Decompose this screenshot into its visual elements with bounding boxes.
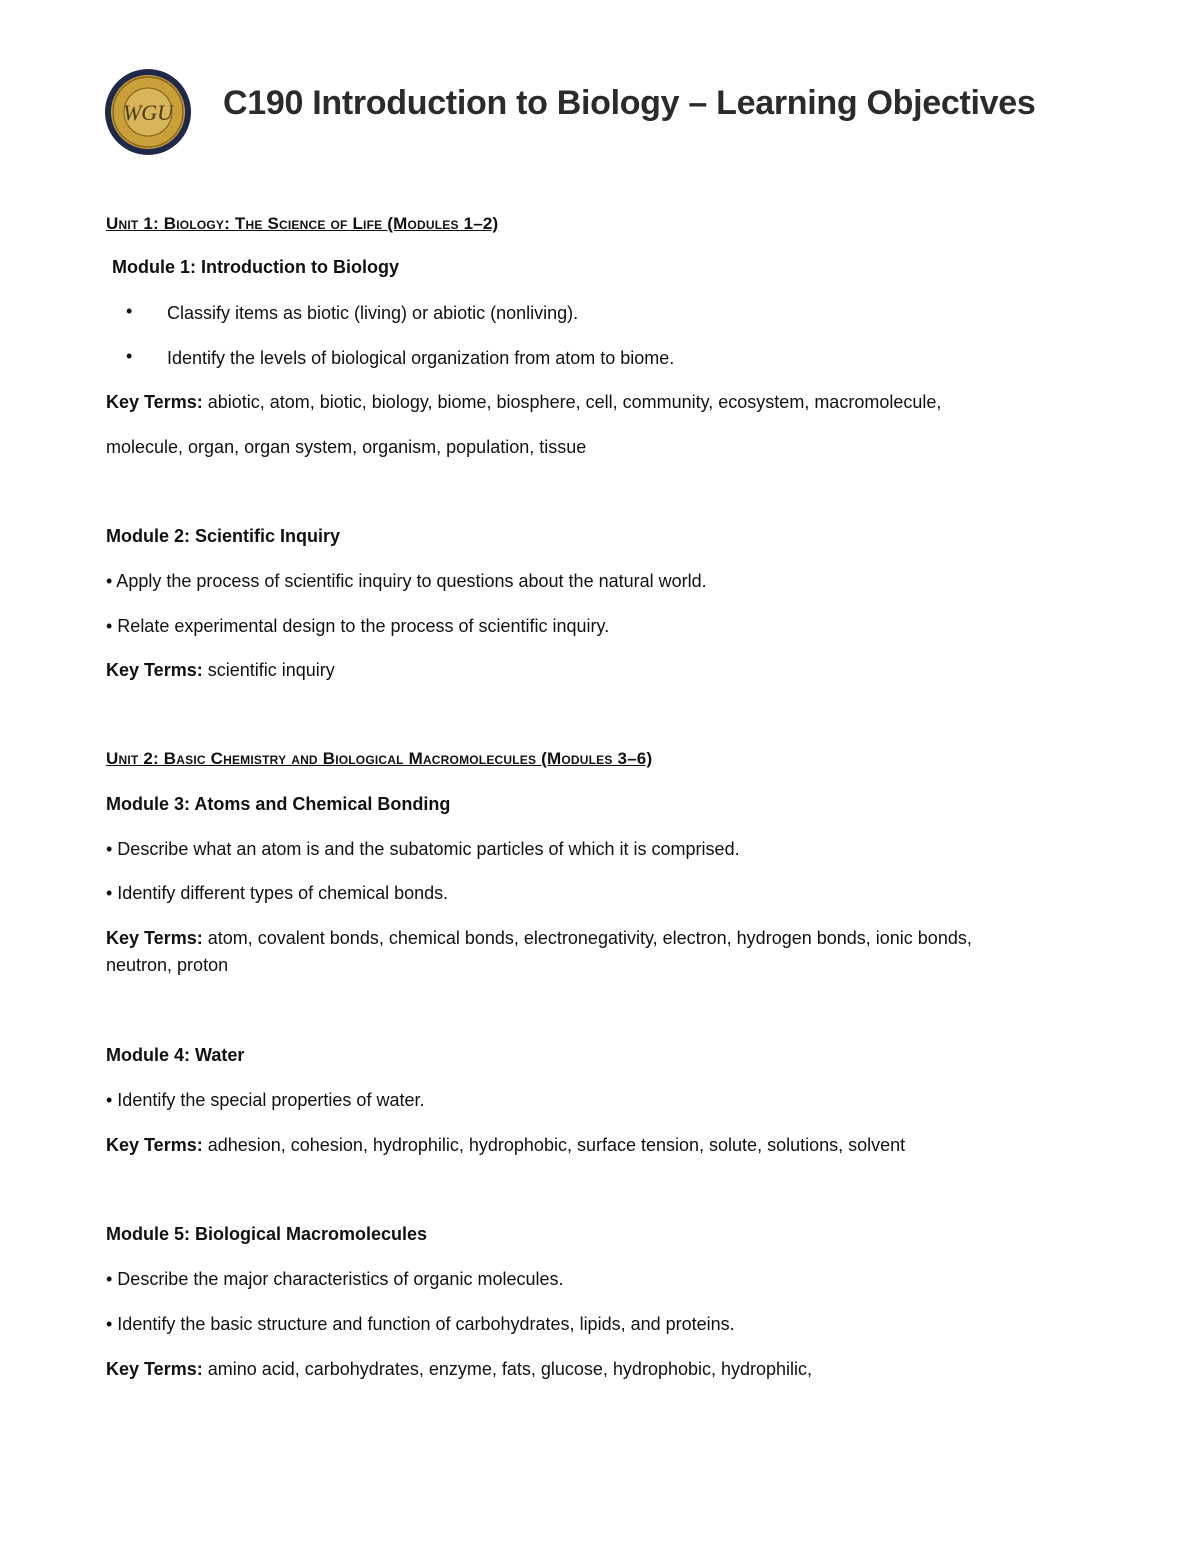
module-1-title: Module 1: Introduction to Biology <box>112 257 399 277</box>
module-3-objective-1: • Describe what an atom is and the subatomic particles of which it is comprised. <box>106 839 740 859</box>
bullet-icon: • <box>126 346 133 366</box>
module-4-key-terms <box>106 1134 905 1156</box>
module-3-title: Module 3: Atoms and Chemical Bonding <box>106 794 451 814</box>
key-terms-label: Key Terms: <box>106 1359 203 1379</box>
module-2-objective-1: • Apply the process of scientific inquiry to questions about the natural world. <box>106 571 707 591</box>
svg-text:WGU: WGU <box>122 100 174 125</box>
key-terms-label: Key Terms: <box>106 392 203 412</box>
key-terms-text: scientific inquiry <box>202 660 335 680</box>
module-5-objective-2: • Identify the basic structure and function of carbohydrates, lipids, and proteins. <box>106 1314 735 1334</box>
key-terms-label: Key Terms: <box>106 660 203 680</box>
key-terms-text: adhesion, cohesion, hydrophilic, hydrophobic, surface tension, solute, solutions, solvent <box>202 1135 906 1155</box>
module-5-objective-1: • Describe the major characteristics of organic molecules. <box>106 1269 564 1289</box>
module-3-key-terms <box>106 927 972 949</box>
key-terms-label: Key Terms: <box>106 928 203 948</box>
bullet-icon: • <box>126 301 133 321</box>
document-title: C190 Introduction to Biology – Learning Objectives <box>223 84 1036 122</box>
module-4-objective-1: • Identify the special properties of water. <box>106 1090 425 1110</box>
module-1-objective-1: Classify items as biotic (living) or abiotic (nonliving). <box>167 303 579 323</box>
module-2-key-terms <box>106 659 335 681</box>
module-5-key-terms <box>106 1358 812 1380</box>
unit-1-heading: Unit 1: Biology: The Science of Life (Modules 1–2) <box>106 214 499 233</box>
unit-2-heading: Unit 2: Basic Chemistry and Biological Macromolecules (Modules 3–6) <box>106 749 653 768</box>
key-terms-text: atom, covalent bonds, chemical bonds, electronegativity, electron, hydrogen bonds, ionic bonds, <box>202 928 972 948</box>
module-1-objective-2: Identify the levels of biological organization from atom to biome. <box>167 348 675 368</box>
module-1-key-terms-continued: molecule, organ, organ system, organism, population, tissue <box>106 437 587 457</box>
key-terms-text: abiotic, atom, biotic, biology, biome, biosphere, cell, community, ecosystem, macromolecule, <box>202 392 942 412</box>
module-5-title: Module 5: Biological Macromolecules <box>106 1224 428 1244</box>
module-2-title: Module 2: Scientific Inquiry <box>106 526 341 546</box>
wgu-seal-logo <box>104 68 192 156</box>
module-3-objective-2: • Identify different types of chemical bonds. <box>106 883 449 903</box>
module-2-objective-2: • Relate experimental design to the process of scientific inquiry. <box>106 616 610 636</box>
key-terms-text: amino acid, carbohydrates, enzyme, fats, glucose, hydrophobic, hydrophilic, <box>202 1359 813 1379</box>
module-1-key-terms <box>106 391 941 413</box>
module-4-title: Module 4: Water <box>106 1045 245 1065</box>
module-3-key-terms-continued: neutron, proton <box>106 955 229 975</box>
key-terms-label: Key Terms: <box>106 1135 203 1155</box>
